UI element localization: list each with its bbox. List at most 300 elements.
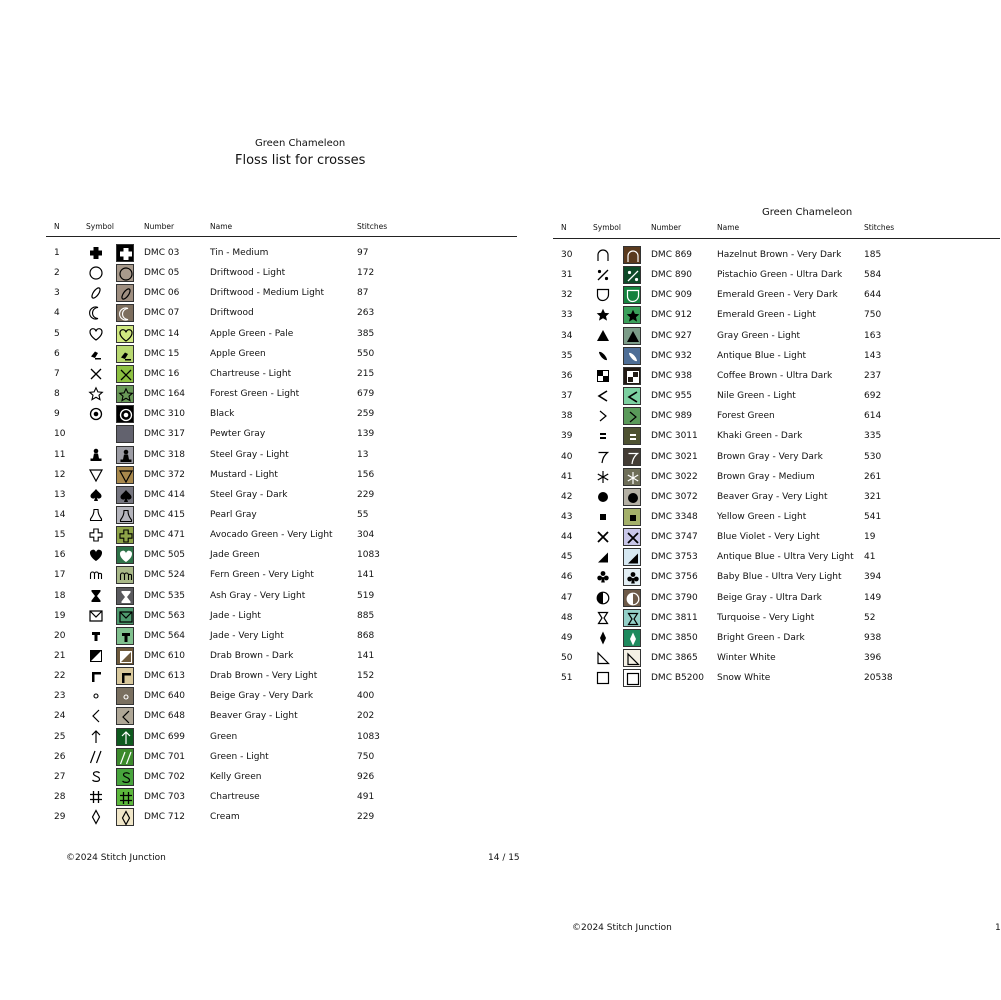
color-swatch	[623, 407, 641, 425]
floss-name: Turquoise - Very Light	[717, 612, 815, 623]
column-header-symbol: Symbol	[593, 223, 621, 232]
row-index: 1	[54, 248, 60, 258]
floss-name: Baby Blue - Ultra Very Light	[717, 572, 842, 583]
floss-name: Kelly Green	[210, 771, 262, 782]
floss-name: Antique Blue - Light	[717, 350, 807, 361]
color-swatch	[116, 486, 134, 504]
dmc-number: DMC 564	[144, 630, 186, 641]
floss-row	[530, 426, 1000, 446]
stitch-count: 530	[864, 451, 882, 462]
stitch-count: 172	[357, 268, 375, 279]
stitch-count: 202	[357, 711, 375, 722]
stitch-count: 229	[357, 812, 375, 823]
row-index: 45	[561, 552, 573, 563]
floss-row	[0, 565, 530, 585]
stitch-count: 885	[357, 610, 375, 621]
dmc-number: DMC 14	[144, 328, 180, 339]
dmc-number: DMC 563	[144, 610, 186, 621]
dmc-number: DMC 3348	[651, 511, 698, 522]
row-index: 26	[54, 751, 66, 762]
row-index: 38	[561, 411, 573, 422]
color-swatch	[623, 427, 641, 445]
stitch-count: 152	[357, 671, 375, 682]
stitch-count: 321	[864, 491, 882, 502]
stitch-count: 394	[864, 572, 882, 583]
row-index: 4	[54, 308, 60, 319]
dmc-number: DMC 3072	[651, 491, 698, 502]
dmc-number: DMC 955	[651, 391, 693, 402]
floss-row	[0, 445, 530, 465]
dmc-number: DMC 164	[144, 389, 186, 400]
dmc-number: DMC 648	[144, 711, 186, 722]
floss-name: Tin - Medium	[210, 248, 269, 258]
floss-row	[0, 465, 530, 485]
floss-row	[0, 706, 530, 726]
triangle-down-icon	[87, 466, 105, 484]
dmc-number: DMC 989	[651, 411, 693, 422]
stitch-count: 97	[357, 248, 369, 258]
square-small-icon	[594, 508, 612, 526]
stitch-count: 41	[864, 552, 876, 563]
floss-name: Khaki Green - Dark	[717, 431, 803, 442]
row-index: 10	[54, 429, 66, 440]
floss-name: Jade Green	[210, 550, 260, 561]
row-index: 47	[561, 592, 573, 603]
row-index: 44	[561, 532, 573, 543]
stitch-count: 149	[864, 592, 882, 603]
row-index: 6	[54, 348, 60, 359]
floss-name: Driftwood - Light	[210, 268, 286, 279]
floss-row	[530, 386, 1000, 406]
stitch-count: 156	[357, 469, 375, 480]
floss-row	[530, 527, 1000, 547]
stitch-count: 304	[357, 530, 375, 541]
column-header-n: N	[561, 223, 567, 232]
tee-icon	[87, 627, 105, 645]
row-index: 17	[54, 570, 66, 581]
dmc-number: DMC 3022	[651, 471, 698, 482]
floss-row	[530, 245, 1000, 265]
dmc-number: DMC 03	[144, 248, 180, 258]
corner-icon	[87, 667, 105, 685]
floss-row	[530, 628, 1000, 648]
header-divider	[553, 238, 1000, 239]
floss-name: Gray Green - Light	[717, 330, 801, 341]
color-swatch	[623, 246, 641, 264]
stitch-count: 52	[864, 612, 876, 623]
chess-pawn-icon	[87, 446, 105, 464]
triangle-up-icon	[594, 327, 612, 345]
floss-row	[0, 243, 530, 263]
row-index: 33	[561, 310, 573, 321]
row-index: 8	[54, 389, 60, 400]
heart-outline-icon	[87, 325, 105, 343]
floss-row	[0, 807, 530, 827]
color-swatch	[116, 264, 134, 282]
stitch-count: 141	[357, 651, 375, 661]
floss-row	[530, 668, 1000, 688]
dmc-number: DMC B5200	[651, 673, 704, 684]
color-swatch	[116, 244, 134, 262]
row-index: 27	[54, 771, 66, 782]
floss-row	[530, 588, 1000, 608]
stitch-count: 519	[357, 590, 375, 601]
diamond-solid-icon	[594, 629, 612, 647]
stitch-count: 385	[357, 328, 375, 339]
floss-name: Pistachio Green - Ultra Dark	[717, 270, 843, 281]
color-swatch	[116, 768, 134, 786]
floss-name: Apple Green	[210, 348, 266, 359]
color-swatch	[116, 345, 134, 363]
row-index: 2	[54, 268, 60, 279]
row-index: 21	[54, 651, 66, 661]
color-swatch	[623, 629, 641, 647]
leaf-slant-icon	[594, 347, 612, 365]
dmc-number: DMC 610	[144, 651, 186, 661]
row-index: 28	[54, 792, 66, 803]
arrow-up-icon	[87, 728, 105, 746]
color-swatch	[623, 609, 641, 627]
row-index: 50	[561, 653, 573, 663]
row-index: 7	[54, 368, 60, 379]
stitch-count: 141	[357, 570, 375, 581]
floss-row	[0, 646, 530, 666]
color-swatch	[116, 808, 134, 826]
dmc-number: DMC 414	[144, 489, 186, 500]
row-index: 11	[54, 449, 66, 460]
floss-name: Chartreuse - Light	[210, 368, 292, 379]
color-swatch	[116, 687, 134, 705]
floss-name: Coffee Brown - Ultra Dark	[717, 370, 833, 381]
stitch-count: 261	[864, 471, 882, 482]
floss-row	[530, 467, 1000, 487]
floss-row	[530, 507, 1000, 527]
stitch-count: 229	[357, 489, 375, 500]
row-index: 40	[561, 451, 573, 462]
row-index: 32	[561, 290, 573, 301]
check-mark-icon	[87, 345, 105, 363]
floss-table-right	[530, 245, 1000, 695]
floss-name: Steel Gray - Dark	[210, 489, 288, 500]
column-header-name: Name	[210, 222, 233, 231]
floss-row	[0, 767, 530, 787]
floss-name: Ash Gray - Very Light	[210, 590, 306, 601]
stitch-count: 926	[357, 771, 375, 782]
floss-row	[0, 344, 530, 364]
floss-row	[0, 686, 530, 706]
half-circle-icon	[594, 589, 612, 607]
color-swatch	[623, 327, 641, 345]
floss-row	[0, 586, 530, 606]
row-index: 9	[54, 409, 60, 420]
letter-m-icon	[87, 566, 105, 584]
small-ring-icon	[87, 687, 105, 705]
stitch-count: 19	[864, 532, 876, 543]
row-index: 24	[54, 711, 66, 722]
row-index: 34	[561, 330, 573, 341]
stitch-count: 491	[357, 792, 375, 803]
floss-row	[530, 567, 1000, 587]
dmc-number: DMC 932	[651, 350, 693, 361]
color-swatch	[623, 669, 641, 687]
floss-name: Mustard - Light	[210, 469, 278, 480]
stitch-count: 335	[864, 431, 882, 442]
dmc-number: DMC 3850	[651, 632, 698, 643]
floss-row	[0, 525, 530, 545]
dmc-number: DMC 927	[651, 330, 693, 341]
stitch-count: 163	[864, 330, 882, 341]
star-outline-icon	[87, 385, 105, 403]
floss-name: Driftwood - Medium Light	[210, 288, 325, 299]
floss-name: Drab Brown - Very Light	[210, 671, 318, 682]
row-index: 13	[54, 489, 66, 500]
dmc-number: DMC 699	[144, 731, 186, 742]
color-swatch	[116, 748, 134, 766]
column-header-n: N	[54, 222, 60, 231]
floss-name: Steel Gray - Light	[210, 449, 289, 460]
color-swatch	[116, 466, 134, 484]
stitch-count: 750	[357, 751, 375, 762]
hourglass-outline-icon	[594, 609, 612, 627]
seven-icon	[594, 448, 612, 466]
dmc-number: DMC 938	[651, 370, 693, 381]
color-swatch	[116, 667, 134, 685]
color-swatch	[116, 587, 134, 605]
diamond-outline-icon	[87, 808, 105, 826]
stitch-count: 679	[357, 389, 375, 400]
floss-name: Emerald Green - Light	[717, 310, 816, 321]
dmc-number: DMC 07	[144, 308, 180, 319]
color-swatch	[623, 387, 641, 405]
dmc-number: DMC 415	[144, 509, 186, 520]
dmc-number: DMC 3811	[651, 612, 698, 623]
stitch-count: 692	[864, 391, 882, 402]
floss-name: Hazelnut Brown - Very Dark	[717, 250, 842, 260]
star-solid-icon	[594, 306, 612, 324]
floss-name: Beaver Gray - Very Light	[717, 491, 828, 502]
dmc-number: DMC 703	[144, 792, 186, 803]
color-swatch	[623, 286, 641, 304]
floss-name: Apple Green - Pale	[210, 328, 294, 339]
dmc-number: DMC 890	[651, 270, 693, 281]
color-swatch	[623, 306, 641, 324]
color-swatch	[116, 607, 134, 625]
floss-row	[0, 666, 530, 686]
floss-name: Avocado Green - Very Light	[210, 530, 333, 541]
floss-row	[530, 406, 1000, 426]
circle-outline-icon	[87, 264, 105, 282]
dmc-number: DMC 869	[651, 250, 693, 260]
stitch-count: 143	[864, 350, 882, 361]
color-swatch	[116, 284, 134, 302]
row-index: 5	[54, 328, 60, 339]
bell-outline-icon	[87, 506, 105, 524]
color-swatch	[623, 488, 641, 506]
color-swatch	[116, 365, 134, 383]
oval-slant-icon	[87, 284, 105, 302]
floss-row	[0, 545, 530, 565]
page-number: 14 / 15	[488, 853, 520, 863]
crescent-solid-icon	[87, 425, 105, 443]
stitch-count: 550	[357, 348, 375, 359]
heart-solid-icon	[87, 546, 105, 564]
spade-icon	[87, 486, 105, 504]
dmc-number: DMC 16	[144, 368, 180, 379]
less-than-icon	[594, 387, 612, 405]
row-index: 49	[561, 632, 573, 643]
x-thick-icon	[594, 528, 612, 546]
color-swatch	[116, 506, 134, 524]
floss-name: Black	[210, 409, 235, 420]
color-swatch	[623, 448, 641, 466]
hash-icon	[87, 788, 105, 806]
floss-row	[0, 626, 530, 646]
color-swatch	[116, 304, 134, 322]
row-index: 42	[561, 491, 573, 502]
floss-name: Pewter Gray	[210, 429, 266, 440]
floss-name: Jade - Very Light	[210, 630, 284, 641]
asterisk-icon	[594, 468, 612, 486]
column-header-name: Name	[717, 223, 740, 232]
pattern-title: Green Chameleon	[762, 207, 853, 218]
stitch-count: 237	[864, 370, 882, 381]
club-icon	[594, 568, 612, 586]
row-index: 48	[561, 612, 573, 623]
floss-row	[530, 366, 1000, 386]
dmc-number: DMC 909	[651, 290, 693, 301]
floss-row	[0, 606, 530, 626]
color-swatch	[623, 548, 641, 566]
color-swatch	[623, 266, 641, 284]
cross-plus-icon	[87, 244, 105, 262]
column-header-stitches: Stitches	[864, 223, 895, 232]
floss-row	[530, 305, 1000, 325]
color-swatch	[116, 425, 134, 443]
dmc-number: DMC 06	[144, 288, 180, 299]
row-index: 3	[54, 288, 60, 299]
dmc-number: DMC 05	[144, 268, 180, 279]
floss-name: Nile Green - Light	[717, 391, 796, 402]
stitch-count: 13	[357, 449, 369, 460]
dmc-number: DMC 3747	[651, 532, 698, 543]
stitch-count: 20538	[864, 673, 893, 684]
stitch-count: 541	[864, 511, 882, 522]
dmc-number: DMC 3753	[651, 552, 698, 563]
floss-name: Pearl Gray	[210, 509, 257, 520]
color-swatch	[116, 405, 134, 423]
checker-icon	[594, 367, 612, 385]
floss-row	[530, 285, 1000, 305]
shield-icon	[594, 286, 612, 304]
dot-in-circle-icon	[87, 405, 105, 423]
floss-row	[530, 265, 1000, 285]
stitch-count: 87	[357, 288, 369, 299]
dmc-number: DMC 505	[144, 550, 186, 561]
dmc-number: DMC 318	[144, 449, 186, 460]
envelope-m-icon	[87, 607, 105, 625]
page-subtitle: Floss list for crosses	[235, 153, 366, 168]
floss-name: Jade - Light	[210, 610, 261, 621]
floss-row	[530, 447, 1000, 467]
row-index: 20	[54, 630, 66, 641]
dmc-number: DMC 3865	[651, 653, 698, 663]
floss-row	[0, 364, 530, 384]
color-swatch	[116, 788, 134, 806]
color-swatch	[116, 446, 134, 464]
chevron-left-icon	[87, 707, 105, 725]
dmc-number: DMC 613	[144, 671, 186, 682]
floss-row	[0, 747, 530, 767]
floss-row	[0, 404, 530, 424]
footer-copyright: ©2024 Stitch Junction	[572, 923, 672, 933]
dmc-number: DMC 372	[144, 469, 186, 480]
floss-name: Brown Gray - Medium	[717, 471, 815, 482]
floss-name: Chartreuse	[210, 792, 260, 803]
stitch-count: 400	[357, 691, 375, 702]
row-index: 12	[54, 469, 66, 480]
color-swatch	[116, 627, 134, 645]
floss-row	[0, 303, 530, 323]
floss-row	[0, 324, 530, 344]
column-header-number: Number	[651, 223, 682, 232]
color-swatch	[623, 367, 641, 385]
dmc-number: DMC 524	[144, 570, 186, 581]
floss-name: Yellow Green - Light	[717, 511, 807, 522]
floss-row	[530, 487, 1000, 507]
floss-name: Forest Green	[717, 411, 775, 422]
dmc-number: DMC 3021	[651, 451, 698, 462]
cross-outline-icon	[87, 526, 105, 544]
dmc-number: DMC 712	[144, 812, 186, 823]
floss-name: Beaver Gray - Light	[210, 711, 298, 722]
wedge-icon	[594, 548, 612, 566]
floss-row	[530, 547, 1000, 567]
floss-name: Brown Gray - Very Dark	[717, 451, 823, 462]
dmc-number: DMC 310	[144, 409, 186, 420]
column-header-stitches: Stitches	[357, 222, 388, 231]
row-index: 35	[561, 350, 573, 361]
page-number-fragment: 1	[995, 923, 1001, 933]
color-swatch	[623, 649, 641, 667]
footer-copyright: ©2024 Stitch Junction	[66, 853, 166, 863]
floss-row	[530, 346, 1000, 366]
stitch-count: 614	[864, 411, 882, 422]
pattern-title: Green Chameleon	[255, 138, 346, 149]
color-swatch	[116, 526, 134, 544]
color-swatch	[116, 566, 134, 584]
crescent-outline-icon	[87, 304, 105, 322]
row-index: 31	[561, 270, 573, 281]
dmc-number: DMC 640	[144, 691, 186, 702]
color-swatch	[623, 568, 641, 586]
arch-icon	[594, 246, 612, 264]
floss-name: Snow White	[717, 673, 771, 684]
percent-icon	[594, 266, 612, 284]
floss-name: Green	[210, 731, 238, 742]
row-index: 46	[561, 572, 573, 583]
stitch-count: 259	[357, 409, 375, 420]
floss-name: Fern Green - Very Light	[210, 570, 314, 581]
dmc-number: DMC 701	[144, 751, 186, 762]
row-index: 23	[54, 691, 66, 702]
greater-than-icon	[594, 407, 612, 425]
half-diagonal-icon	[87, 647, 105, 665]
header-divider	[46, 236, 517, 237]
floss-name: Cream	[210, 812, 240, 823]
row-index: 22	[54, 671, 66, 682]
floss-table-left	[0, 243, 530, 833]
color-swatch	[116, 385, 134, 403]
